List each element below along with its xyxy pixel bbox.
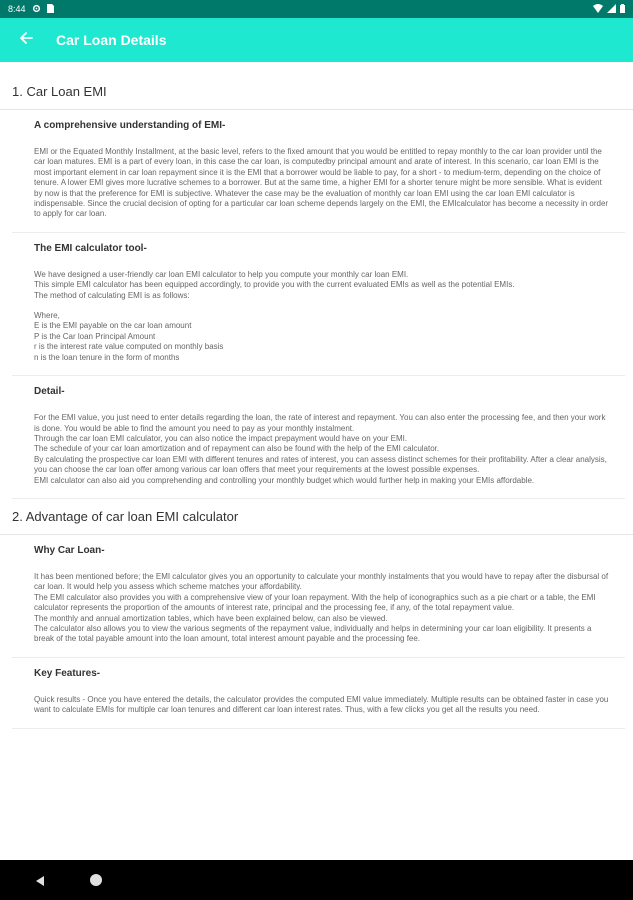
- paragraph: This simple EMI calculator has been equipped accordingly, to provide you with the current evaluated EMIs as well as the potential EMIs.: [34, 280, 515, 290]
- card-emi-understanding: [12, 110, 625, 233]
- section-title: 2. Advantage of car loan EMI calculator: [12, 508, 239, 524]
- paragraph: The EMI calculator also provides you with a comprehensive view of your loan repayment. With the help of iconographics such as a pie chart or a table, the EMI calculator represents the proportion of the amounts of interest rate, principal and the processing fee, if any, of the total repayment value.: [34, 592, 596, 613]
- status-bar: [0, 0, 633, 18]
- nav-back-icon[interactable]: [34, 874, 46, 886]
- system-nav-bar: [0, 860, 633, 900]
- paragraph: The calculator also allows you to view the various segments of the repayment value, individually and helps in determining your car loan eligibility. It presents a break of the total payable amount into the loan amount, total interest amount payable and the processing fee.: [34, 623, 592, 644]
- paragraph: [34, 301, 609, 311]
- card-body: [24, 695, 613, 716]
- section-car-loan-emi: [0, 62, 633, 499]
- content-scroll[interactable]: [0, 62, 633, 860]
- paragraph: Through the car loan EMI calculator, you can also notice the impact prepayment would have on your EMI.: [34, 433, 408, 443]
- card-body: [24, 270, 613, 363]
- sim-card-icon: [47, 4, 54, 15]
- paragraph: EMI calculator can also aid you comprehending and controlling your monthly budget which would further help in making your EMIs affordable.: [34, 475, 535, 485]
- card-heading: A comprehensive understanding of EMI-: [34, 120, 226, 131]
- card-heading: Detail-: [34, 386, 65, 398]
- paragraph: By calculating the prospective car loan EMI with different tenures and rates of interest, you can assess distinct schemes for their profitability. After a clear analysis, you can choose the car loan offer among various car loan offers that meet your requirements at the lowest possible expenses.: [34, 454, 607, 475]
- card-body: [24, 572, 613, 645]
- paragraph: P is the Car loan Principal Amount: [34, 331, 156, 341]
- section-title: 1. Car Loan EMI: [12, 84, 107, 99]
- paragraph: Quick results - Once you have entered the details, the calculator provides the computed EMI value immediately. Multiple results can be obtained faster in case you want to calculate EMIs for multiple car loan tenures and different car loan interest rates. Thus, with a few clicks you get all the results you need.: [34, 694, 609, 715]
- paragraph: The monthly and annual amortization tables, which have been explained below, can also be viewed.: [34, 613, 388, 623]
- paragraph: EMI or the Equated Monthly Installment, at the basic level, refers to the fixed amount that you would be entitled to repay monthly to the car loan provider until the car loan matures. EMI is a part of every loan, in this case the car loan, is computedby principal amount and arate of interest. In this scenario, car loan EMI is the most important element in car loan repayment since it is the EMI that a borrower would be liable to pay, for a short - to medium-term, depending on the choice of tenure. A lower EMI gives more lucrative schemes to a borrower. But at the same time, a higher EMI for a shorter tenure might be more sensible. What is evident by now is that the preference for EMI is subjective. Whatever the case may be the evaluation of monthly car loan EMI using the car loan EMI calculator is indispensable. Since the crucial decision of opting for a particular car loan scheme depends largely on the EMI, the EMIcalculator has become a necessity in order to apply for car loan.: [34, 147, 609, 219]
- card-emi-calculator-tool: [12, 233, 625, 376]
- card-heading: The EMI calculator tool-: [34, 242, 147, 254]
- status-time: 8:44: [8, 4, 26, 14]
- card-body: [24, 147, 613, 220]
- paragraph: The schedule of your car loan amortization and of repayment can also be found with the help of the EMI calculator.: [34, 444, 440, 454]
- card-heading: Why Car Loan-: [34, 544, 105, 556]
- card-body: [24, 413, 613, 486]
- paragraph: E is the EMI payable on the car loan amount: [34, 321, 192, 331]
- paragraph: It has been mentioned before; the EMI calculator gives you an opportunity to calculate your monthly instalments that you would have to repay after the disbursal of car loan. It would help you assess which scheme matches your affordability.: [34, 571, 609, 592]
- wifi-icon: [593, 4, 603, 15]
- settings-gear-icon: [32, 4, 41, 15]
- cell-signal-icon: [607, 4, 616, 15]
- card-detail: [12, 376, 625, 499]
- paragraph: For the EMI value, you just need to enter details regarding the loan, the rate of interest and repayment. You can also enter the processing fee, and then your work is done. You would be able to find the amount you need to pay as your monthly instalment.: [34, 413, 606, 433]
- card-heading: Key Features-: [34, 667, 101, 679]
- page-title: Car Loan Details: [56, 32, 167, 48]
- paragraph: We have designed a user-friendly car loan EMI calculator to help you compute your monthly car loan EMI.: [34, 269, 409, 279]
- card-key-features: [12, 658, 625, 729]
- paragraph: r is the interest rate value computed on monthly basis: [34, 342, 224, 352]
- card-why-car-loan: [12, 535, 625, 658]
- battery-icon: [620, 4, 625, 15]
- paragraph: Where,: [34, 311, 60, 321]
- app-bar: [0, 18, 633, 62]
- arrow-left-icon: [19, 31, 33, 50]
- back-button[interactable]: [0, 18, 52, 62]
- nav-home-icon[interactable]: [90, 874, 102, 886]
- section-advantage: [0, 499, 633, 729]
- paragraph: The method of calculating EMI is as follows:: [34, 290, 190, 300]
- paragraph: n is the loan tenure in the form of months: [34, 352, 180, 362]
